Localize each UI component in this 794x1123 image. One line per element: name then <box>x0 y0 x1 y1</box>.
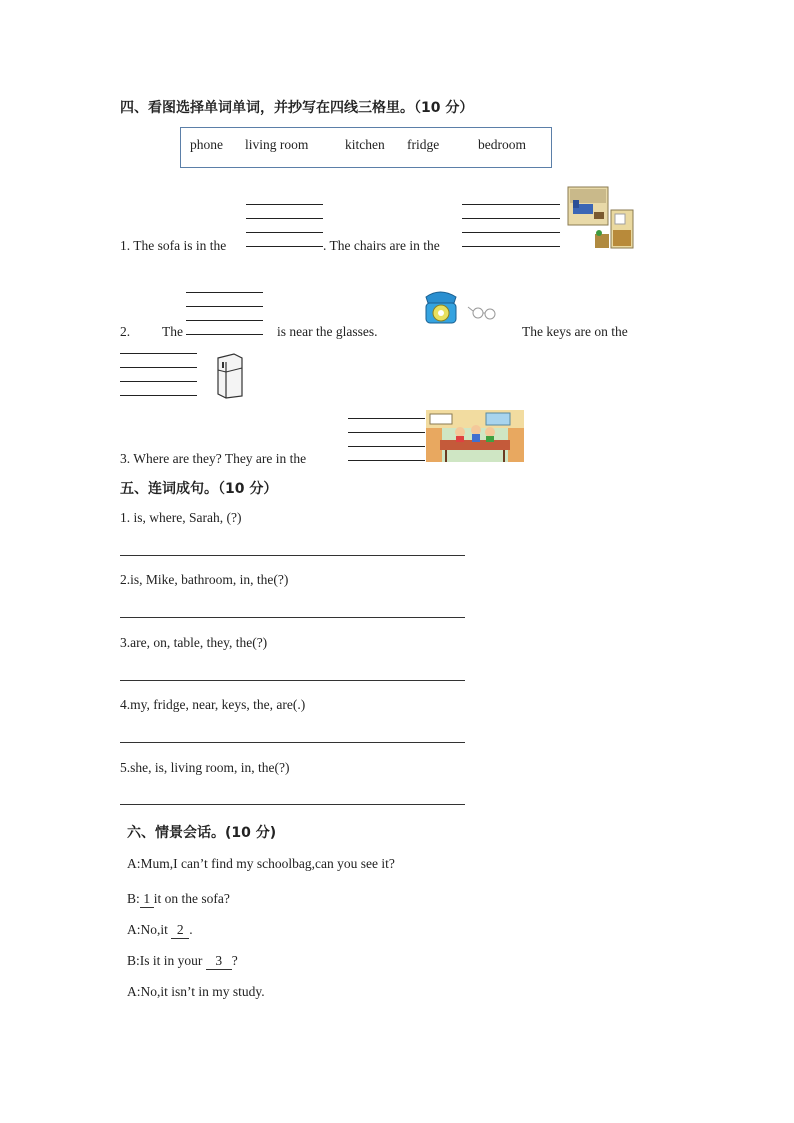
reorder-item: 4.my, fridge, near, keys, the, are(.) <box>120 697 306 712</box>
section6-heading: 六、情景会话。(10 分) <box>127 825 277 841</box>
section4-heading: 四、看图选择单词单词，并抄写在四线三格里。（10 分） <box>120 100 474 116</box>
q1-text-b: . The chairs are in the <box>323 238 440 253</box>
word-option: living room <box>245 137 309 152</box>
dialogue-text: . <box>189 922 193 937</box>
answer-line[interactable] <box>120 617 465 618</box>
blank-2[interactable]: 2 <box>171 922 189 939</box>
answer-line[interactable] <box>120 680 465 681</box>
q3-text: 3. Where are they? They are in the <box>120 451 307 466</box>
blank-1[interactable]: 1 <box>140 891 154 908</box>
dialogue-line: A:No,it isn’t in my study. <box>127 984 265 999</box>
section5-heading: 五、连词成句。（10 分） <box>120 481 278 497</box>
dialogue-text: B:Is it in your <box>127 953 203 968</box>
dialogue-text: it on the sofa? <box>153 891 230 906</box>
fridge-icon <box>214 352 246 400</box>
word-option: fridge <box>407 137 440 152</box>
answer-line[interactable] <box>120 742 465 743</box>
q2-text-the: The <box>162 324 183 339</box>
reorder-item: 3.are, on, table, they, the(?) <box>120 635 268 650</box>
dialogue-line: A:Mum,I can’t find my schoolbag,can you see it? <box>127 856 395 871</box>
word-option: bedroom <box>478 137 526 152</box>
dialogue-text: ? <box>231 953 238 968</box>
answer-line[interactable] <box>120 804 465 805</box>
reorder-item: 1. is, where, Sarah, (?) <box>120 510 242 525</box>
word-option: kitchen <box>345 137 385 152</box>
answer-line[interactable] <box>120 555 465 556</box>
reorder-item: 5.she, is, living room, in, the(?) <box>120 760 290 775</box>
telephone-glasses-icon <box>420 287 502 327</box>
word-option: phone <box>190 137 223 152</box>
q2-text-rest: is near the glasses. <box>277 324 378 339</box>
q2-number: 2. <box>120 324 131 339</box>
speaker-label: B: <box>127 891 140 906</box>
dialogue-text: A:No,it <box>127 922 168 937</box>
word-bank-box <box>180 127 552 168</box>
reorder-item: 2.is, Mike, bathroom, in, the(?) <box>120 572 289 587</box>
q1-text-a: 1. The sofa is in the <box>120 238 227 253</box>
kitchen-family-icon <box>426 410 524 462</box>
dialogue-line <box>127 953 238 970</box>
blank-3[interactable]: 3 <box>206 953 232 970</box>
q2-text-keys: The keys are on the <box>522 324 628 339</box>
dialogue-line <box>127 891 230 908</box>
dialogue-line <box>127 922 193 939</box>
bedroom-picture-icon <box>567 186 635 250</box>
